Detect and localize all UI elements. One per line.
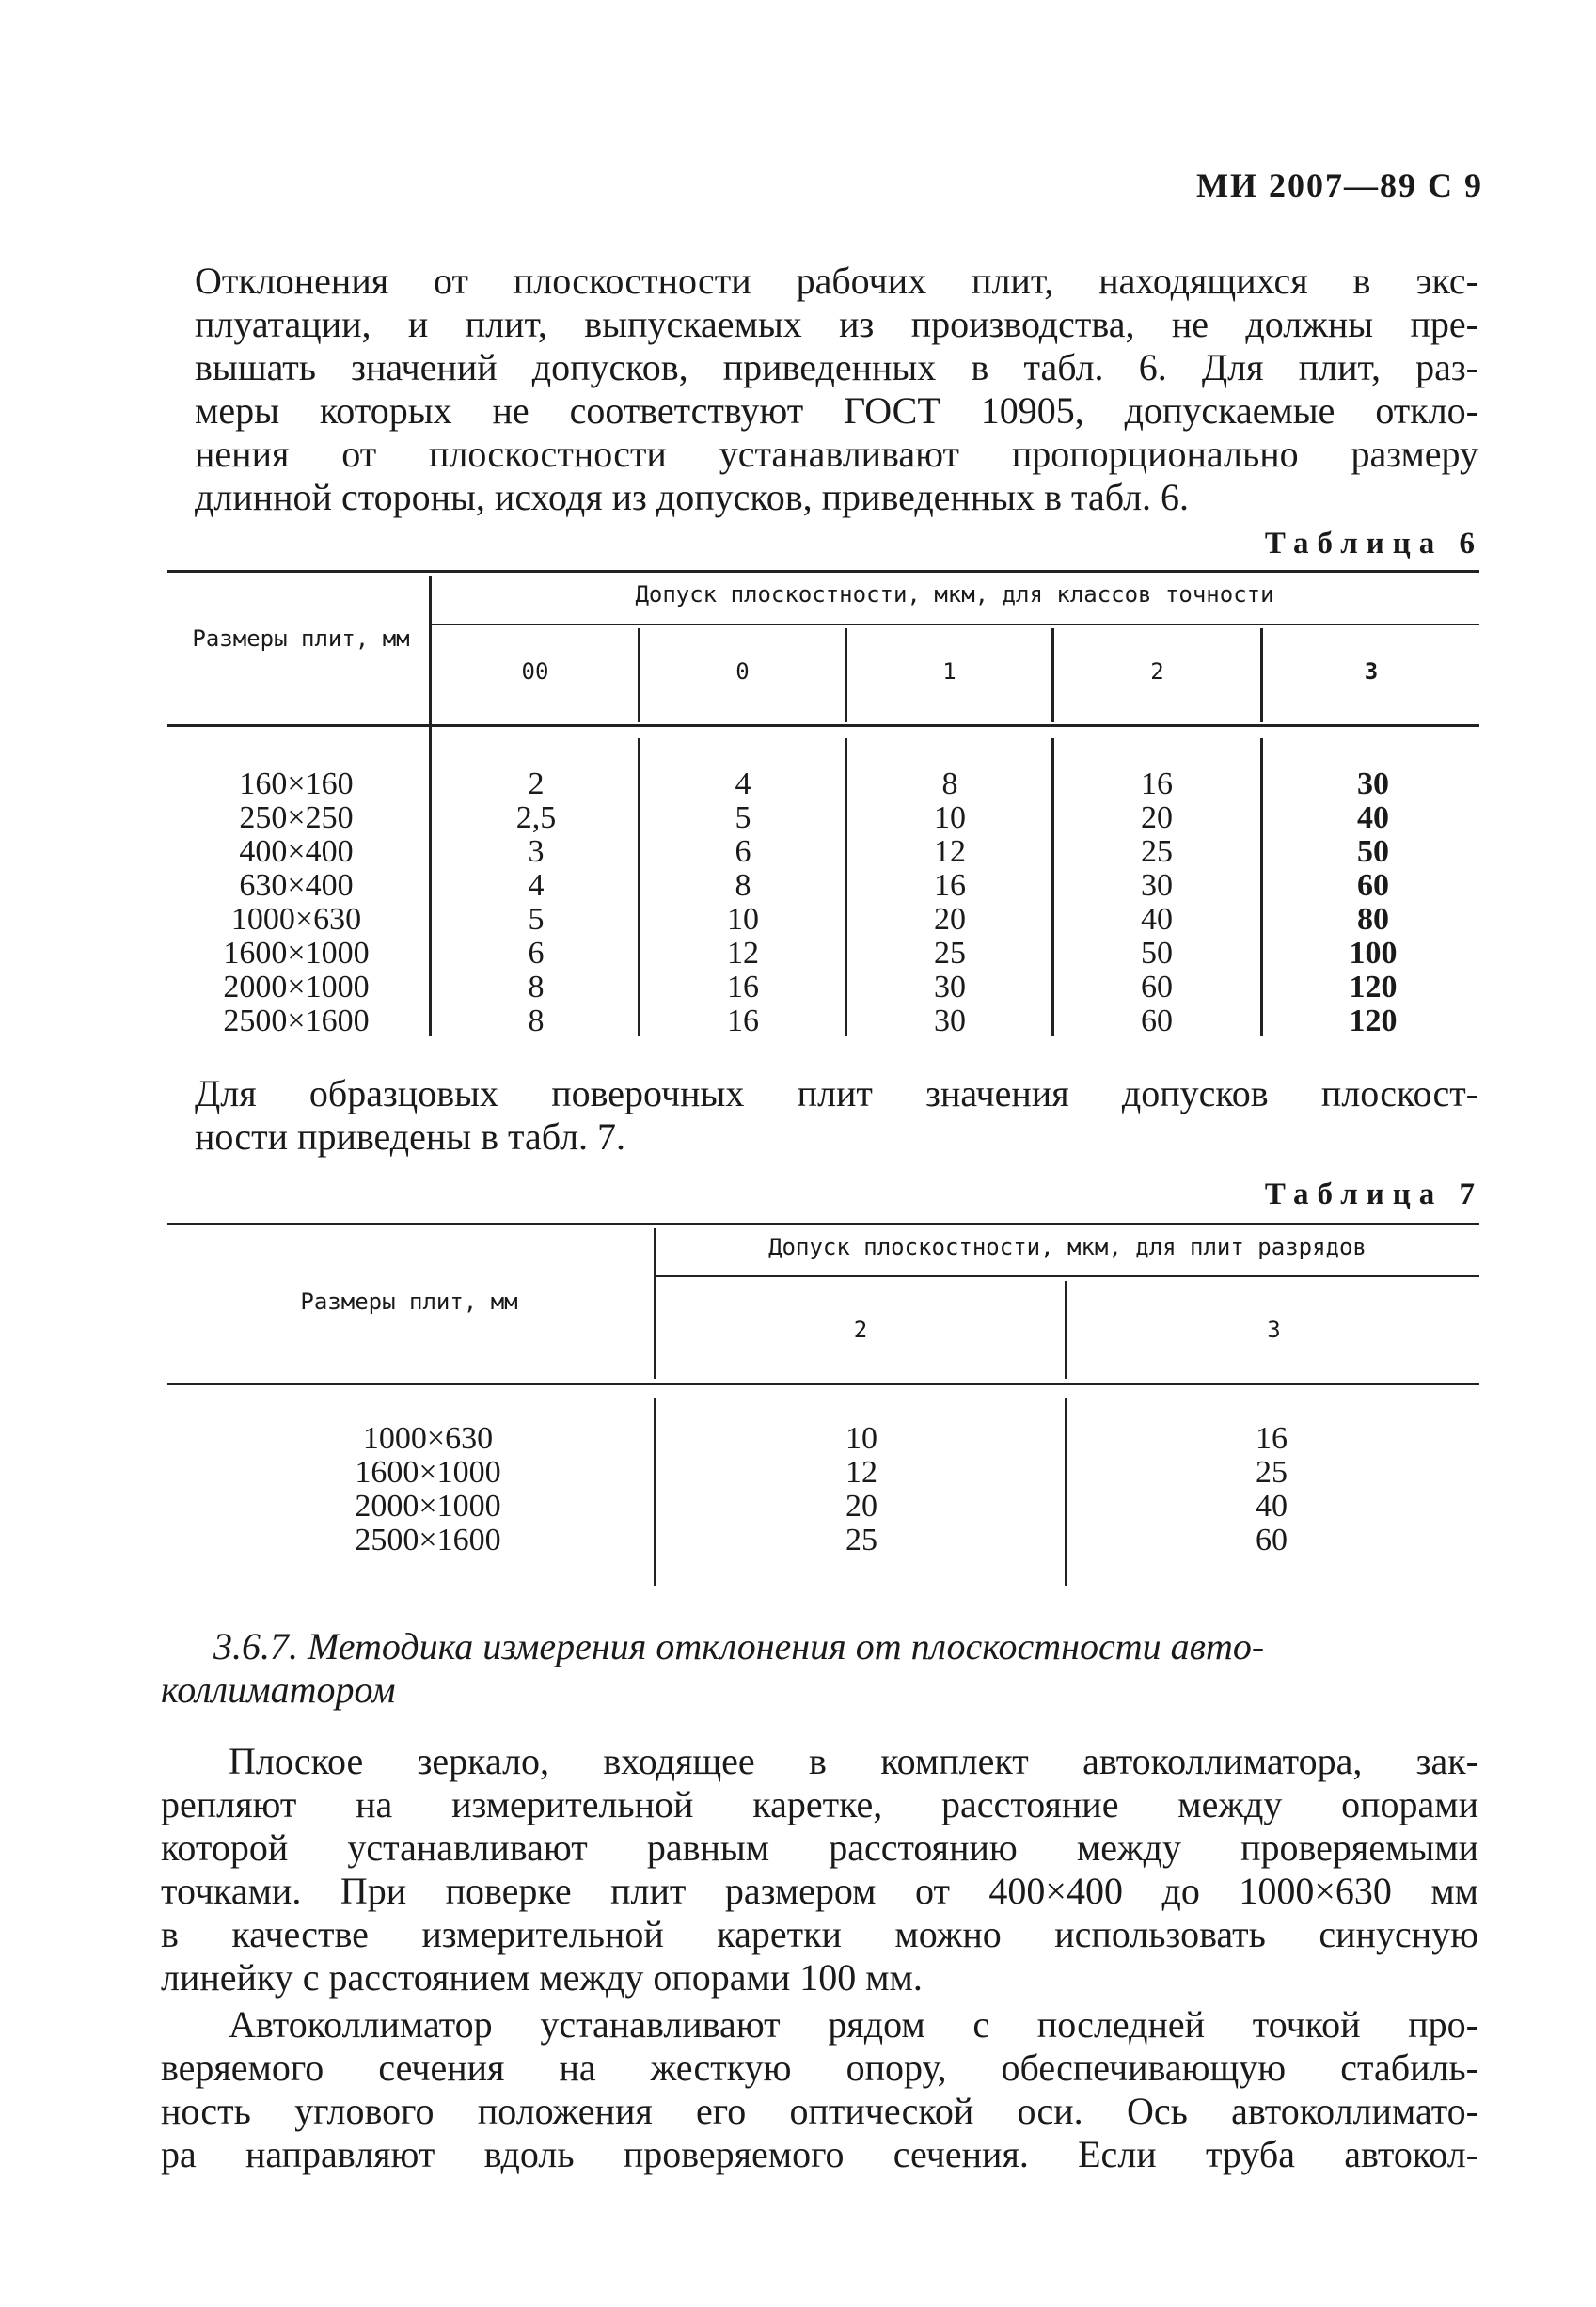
table7-col-2	[814, 1422, 909, 1557]
text-line: Автоколлиматор устанавливают рядом с последней точкой про-	[229, 2003, 1478, 2046]
table-cell: 2500×1600	[355, 1523, 501, 1557]
table6-class-header: 00	[521, 658, 549, 685]
table6-class-header: 0	[735, 658, 750, 685]
text-line: репляют на измерительной каретке, расстояние между опорами	[161, 1783, 1478, 1825]
text-line: Отклонения от плоскостности рабочих плит, находящихся в экс-	[195, 260, 1478, 302]
table-cell: 1600×1000	[223, 936, 370, 971]
table7-size-column	[310, 1422, 545, 1557]
table-cell: 5	[735, 800, 751, 835]
table7-divider	[1065, 1281, 1067, 1379]
table-cell: 5	[528, 902, 545, 937]
table-cell: 30	[934, 970, 966, 1004]
table7-group-rule	[656, 1275, 1479, 1277]
table-cell: 20	[1141, 800, 1173, 835]
table6-divider	[1260, 738, 1263, 1036]
table-cell: 6	[528, 936, 545, 971]
table6-col-1	[903, 767, 997, 1038]
table-cell: 20	[845, 1489, 877, 1524]
table7-caption: Таблица 7	[1264, 1177, 1483, 1211]
middle-paragraph	[195, 1072, 1478, 1159]
table-cell: 4	[528, 868, 545, 903]
table-cell: 80	[1357, 902, 1389, 937]
table-cell: 60	[1256, 1523, 1288, 1557]
table7-size-header: Размеры плит, мм	[300, 1288, 518, 1315]
table-cell: 8	[735, 868, 751, 903]
table-cell: 2000×1000	[223, 970, 370, 1004]
table6-divider	[1051, 738, 1054, 1036]
text-line: нения от плоскостности устанавливают пропорционально размеру	[195, 433, 1478, 475]
table6-divider	[845, 738, 847, 1036]
table-cell: 250×250	[239, 800, 354, 835]
paragraph-4	[161, 2003, 1478, 2176]
table-cell: 25	[1141, 834, 1173, 869]
table-cell: 120	[1349, 970, 1398, 1004]
table6-group-rule	[431, 624, 1479, 625]
table7-divider	[654, 1398, 656, 1586]
table-cell: 3	[528, 834, 545, 869]
text-line: в качестве измерительной каретки можно использовать синусную	[161, 1913, 1478, 1955]
table-cell: 10	[934, 800, 966, 835]
table-cell: 120	[1349, 1003, 1398, 1038]
table6-caption: Таблица 6	[1264, 527, 1483, 561]
table-cell: 30	[934, 1003, 966, 1038]
table-cell: 630×400	[239, 868, 354, 903]
table-cell: 25	[1256, 1455, 1288, 1490]
table-cell: 30	[1141, 868, 1173, 903]
table7-header-rule	[167, 1383, 1479, 1385]
table-cell: 50	[1357, 834, 1389, 869]
table7-group-header: Допуск плоскостности, мкм, для плит разрядов	[768, 1234, 1367, 1260]
table-cell: 25	[845, 1523, 877, 1557]
table7-col-3	[1225, 1422, 1319, 1557]
paragraph-3	[161, 1740, 1478, 1999]
table6-class-header: 2	[1150, 658, 1164, 685]
table7-top-rule	[167, 1223, 1479, 1225]
table-cell: 40	[1357, 800, 1389, 835]
table-cell: 16	[934, 868, 966, 903]
text-line: Для образцовых поверочных плит значения допусков плоскост-	[195, 1072, 1478, 1114]
table-cell: 8	[528, 1003, 545, 1038]
table-cell: 2000×1000	[355, 1489, 501, 1524]
section-heading-line: коллиматором	[161, 1668, 396, 1711]
table-cell: 60	[1357, 868, 1389, 903]
intro-paragraph	[195, 260, 1478, 519]
table6-col-0	[696, 767, 790, 1038]
text-line: длинной стороны, исходя из допусков, приведенных в табл. 6.	[195, 476, 1190, 518]
table-cell: 2,5	[515, 800, 557, 835]
table7-class-header: 3	[1267, 1317, 1281, 1343]
table-cell: 50	[1141, 936, 1173, 971]
text-line: вышать значений допусков, приведенных в табл. 6. Для плит, раз-	[195, 346, 1478, 388]
table-cell: 1000×630	[230, 902, 362, 937]
text-line: ность углового положения его оптической оси. Ось автоколлимато-	[161, 2090, 1478, 2132]
table-cell: 60	[1141, 970, 1173, 1004]
text-line: веряемого сечения на жесткую опору, обеспечивающую стабиль-	[161, 2046, 1478, 2089]
table-cell: 8	[941, 766, 958, 801]
table-cell: 16	[727, 1003, 759, 1038]
table6-class-header: 3	[1364, 658, 1379, 685]
table6-divider	[429, 576, 432, 1036]
table7-divider	[1065, 1398, 1067, 1586]
table6-col-3	[1326, 767, 1420, 1038]
table-cell: 30	[1357, 766, 1389, 801]
table-cell: 1000×630	[362, 1421, 494, 1456]
table-cell: 12	[845, 1455, 877, 1490]
text-line: ра направляют вдоль проверяемого сечения. Если труба автокол-	[161, 2133, 1478, 2175]
table-cell: 60	[1141, 1003, 1173, 1038]
section-heading-line: 3.6.7. Методика измерения отклонения от плоскостности авто-	[213, 1625, 1265, 1667]
table-cell: 400×400	[239, 834, 354, 869]
table7-class-header: 2	[853, 1317, 868, 1343]
table-cell: 6	[735, 834, 751, 869]
table-cell: 10	[727, 902, 759, 937]
table6-class-header: 1	[942, 658, 956, 685]
table-cell: 40	[1256, 1489, 1288, 1524]
table-cell: 160×160	[239, 766, 354, 801]
table-cell: 12	[934, 834, 966, 869]
table6-header-rule	[167, 724, 1479, 727]
table-cell: 16	[1256, 1421, 1288, 1456]
table-cell: 8	[528, 970, 545, 1004]
text-line: ности приведены в табл. 7.	[195, 1115, 626, 1158]
text-line: которой устанавливают равным расстоянию между проверяемыми	[161, 1826, 1478, 1869]
table6-divider	[638, 738, 640, 1036]
text-line: точками. При поверке плит размером от 400×400 до 1000×630 мм	[161, 1870, 1478, 1912]
page-header: МИ 2007—89 С 9	[1196, 166, 1483, 204]
table6-group-header: Допуск плоскостности, мкм, для классов точности	[635, 581, 1274, 608]
table-cell: 2	[528, 766, 545, 801]
table6-col-2	[1110, 767, 1204, 1038]
table6-size-header: Размеры плит, мм	[192, 625, 410, 652]
table-cell: 4	[735, 766, 751, 801]
table6-size-column	[179, 767, 414, 1038]
table6-top-rule	[167, 570, 1479, 573]
table-cell: 2500×1600	[223, 1003, 370, 1038]
table-cell: 12	[727, 936, 759, 971]
table7-divider	[654, 1228, 656, 1379]
table-cell: 25	[934, 936, 966, 971]
table-cell: 20	[934, 902, 966, 937]
text-line: линейку с расстоянием между опорами 100 мм.	[161, 1956, 923, 1999]
table-cell: 16	[1141, 766, 1173, 801]
table6-col-00	[489, 767, 583, 1038]
text-line: плуатации, и плит, выпускаемых из производства, не должны пре-	[195, 303, 1478, 345]
table-cell: 40	[1141, 902, 1173, 937]
section-heading	[161, 1625, 1478, 1712]
text-line: меры которых не соответствуют ГОСТ 10905, допускаемые откло-	[195, 389, 1478, 432]
table-cell: 16	[727, 970, 759, 1004]
table-cell: 100	[1349, 936, 1398, 971]
table-cell: 1600×1000	[355, 1455, 501, 1490]
table-cell: 10	[845, 1421, 877, 1456]
text-line: Плоское зеркало, входящее в комплект автоколлиматора, зак-	[229, 1740, 1478, 1782]
